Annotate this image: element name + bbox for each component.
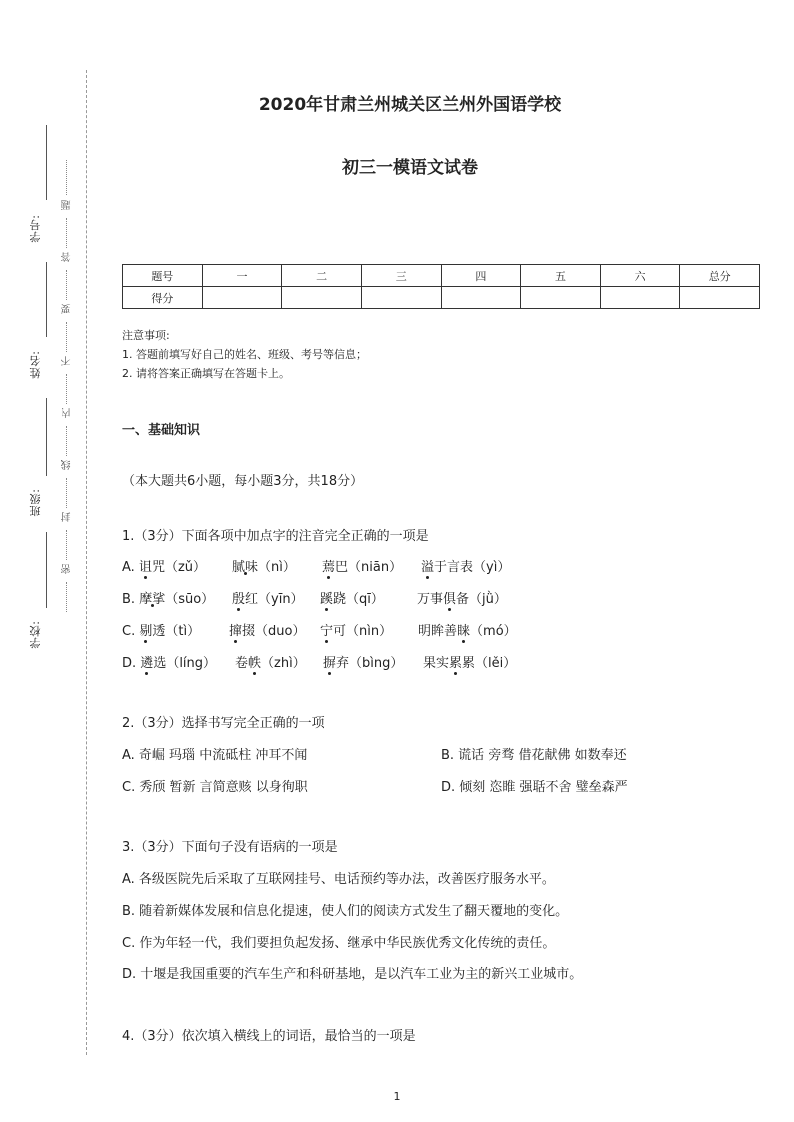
dotted-char: 宁: [320, 620, 333, 639]
binding-dashed-line: [86, 70, 87, 1055]
option-text: （zhì）: [261, 656, 306, 671]
question-1-option-d-word: [323, 652, 403, 671]
option-text: 果实: [423, 656, 450, 671]
seal-dots: [66, 426, 67, 456]
option-text: 腻: [232, 560, 246, 575]
student-id-label: 学号:: [29, 214, 42, 243]
score-cell[interactable]: [441, 287, 521, 309]
option-letter: B.: [122, 592, 136, 607]
question-2-option-b[interactable]: B. 谎话 旁骛 借花献佛 如数奉还: [441, 748, 627, 763]
option-text: 明眸善: [418, 624, 458, 639]
question-1-option-a-word: [232, 556, 296, 575]
question-1-option-d-word: [235, 652, 306, 671]
school-label: 学校:: [29, 620, 42, 649]
score-header-cell: 五: [521, 265, 601, 287]
question-4-stem: 4.（3分）依次填入横线上的词语，最恰当的一项是: [122, 1029, 416, 1044]
score-cell[interactable]: [282, 287, 362, 309]
question-1-option-d[interactable]: [122, 652, 216, 671]
exam-subtitle: 初三一模语文试卷: [342, 158, 478, 178]
score-cell[interactable]: [202, 287, 282, 309]
seal-dots: [66, 322, 67, 352]
seal-dots: [66, 218, 67, 248]
option-text: 咒（zǔ）: [151, 560, 207, 575]
question-3-option-b[interactable]: B. 随着新媒体发展和信息化提速，使人们的阅读方式发生了翻天覆地的变化。: [122, 904, 569, 919]
score-table-score-row: [123, 287, 760, 309]
notes-heading: 注意事项:: [122, 329, 170, 342]
score-cell[interactable]: [600, 287, 680, 309]
question-3-stem: 3.（3分）下面句子没有语病的一项是: [122, 840, 338, 855]
score-header-cell: 一: [202, 265, 282, 287]
dotted-char: 溢: [421, 556, 434, 575]
question-1-option-b[interactable]: [122, 588, 214, 607]
score-header-cell: 六: [600, 265, 680, 287]
seal-dots: [66, 270, 67, 300]
section-description: （本大题共6小题，每小题3分，共18分）: [122, 474, 364, 489]
option-text: （mó）: [470, 624, 517, 639]
option-letter: D.: [122, 656, 137, 671]
option-text: 万事: [417, 592, 444, 607]
school-rule: [46, 532, 47, 608]
question-3-option-a[interactable]: A. 各级医院先后采取了互联网挂号、电话预约等办法，改善医疗服务水平。: [122, 872, 555, 887]
question-1-option-c-word: [418, 620, 517, 639]
option-text: 摩: [139, 592, 153, 607]
score-table-header-row: [123, 265, 760, 287]
question-3-option-d[interactable]: D. 十堰是我国重要的汽车生产和科研基地，是以汽车工业为主的新兴工业城市。: [122, 967, 583, 982]
score-cell[interactable]: [521, 287, 601, 309]
option-text: 味（nì）: [245, 560, 296, 575]
question-1-option-a-word: [322, 556, 402, 575]
dotted-char: 摒: [323, 652, 336, 671]
score-header-cell: 三: [361, 265, 441, 287]
option-text: 累（lěi）: [462, 656, 517, 671]
option-text: 挲（sūo）: [152, 592, 215, 607]
question-1-option-d-word: [423, 652, 516, 671]
option-text: 跷（qī）: [333, 592, 384, 607]
question-2-option-d[interactable]: D. 倾刻 恣睢 强聒不舍 璧垒森严: [441, 780, 628, 795]
question-1-stem: 1.（3分）下面各项中加点字的注音完全正确的一项是: [122, 529, 429, 544]
seal-char: 答: [62, 252, 73, 262]
option-text: 巴（niān）: [335, 560, 403, 575]
option-text: 选（líng）: [153, 656, 217, 671]
question-1-option-b-word: [320, 588, 384, 607]
seal-dots: [66, 478, 67, 508]
seal-char: 要: [62, 304, 73, 314]
dotted-char: 撺: [229, 620, 242, 639]
score-table: [122, 264, 760, 309]
question-2-option-c[interactable]: C. 秀颀 暂新 言简意赅 以身徇职: [122, 780, 308, 795]
question-1-option-c-word: [229, 620, 305, 639]
seal-char: 线: [62, 460, 73, 470]
option-text: 掇（duo）: [242, 624, 306, 639]
question-3-option-c[interactable]: C. 作为年轻一代，我们要担负起发扬、继承中华民族优秀文化传统的责任。: [122, 936, 556, 951]
question-1-option-b-word: [417, 588, 507, 607]
seal-char: 封: [62, 512, 73, 522]
question-1-option-b-word: [232, 588, 304, 607]
question-1-option-c-word: [320, 620, 392, 639]
question-2-stem: 2.（3分）选择书写完全正确的一项: [122, 716, 325, 731]
dotted-char: 蹊: [320, 588, 333, 607]
option-text: 红（yīn）: [245, 592, 304, 607]
seal-char: 内: [62, 408, 73, 418]
score-row-label: 得分: [123, 287, 203, 309]
question-1-option-c[interactable]: [122, 620, 200, 639]
notes-item: 2. 请将答案正确填写在答题卡上。: [122, 367, 290, 380]
option-text: 备（jǜ）: [456, 592, 507, 607]
dotted-char: 遴: [140, 652, 153, 671]
option-text: 透（tì）: [152, 624, 201, 639]
score-header-cell: 题号: [123, 265, 203, 287]
dotted-char: 诅: [139, 556, 152, 575]
dotted-char: 睐: [457, 620, 470, 639]
notes: [122, 326, 367, 383]
option-text: 卷: [235, 656, 249, 671]
seal-dots: [66, 530, 67, 560]
page-number: 1: [393, 1090, 401, 1103]
seal-char: 密: [62, 564, 73, 574]
option-letter: C.: [122, 624, 136, 639]
option-letter: A.: [122, 560, 135, 575]
score-cell[interactable]: [361, 287, 441, 309]
dotted-char: 累: [449, 652, 462, 671]
option-text: 弃（bìng）: [336, 656, 404, 671]
seal-dots: [66, 374, 67, 404]
score-header-cell: 总分: [680, 265, 760, 287]
section-title: 一、基础知识: [122, 423, 201, 438]
score-cell[interactable]: [680, 287, 760, 309]
question-2-option-a[interactable]: A. 奇崛 玛瑙 中流砥柱 冲耳不闻: [122, 748, 308, 763]
option-text: 可（nìn）: [333, 624, 393, 639]
notes-item: 1. 答题前填写好自己的姓名、班级、考号等信息；: [122, 348, 367, 361]
score-header-cell: 二: [282, 265, 362, 287]
class-label: 班级:: [29, 488, 42, 517]
score-header-cell: 四: [441, 265, 521, 287]
exam-title: 2020年甘肃兰州城关区兰州外国语学校: [258, 95, 562, 115]
dotted-char: 剔: [139, 620, 152, 639]
class-rule: [46, 398, 47, 476]
seal-dots: [66, 582, 67, 612]
question-1-option-a[interactable]: [122, 556, 206, 575]
dotted-char: 殷: [232, 588, 245, 607]
dotted-char: 俱: [443, 588, 456, 607]
seal-char: 题: [62, 200, 73, 210]
dotted-char: 帙: [248, 652, 261, 671]
seal-char: 不: [62, 356, 73, 366]
option-text: 于言表（yì）: [434, 560, 511, 575]
question-1-option-a-word: [421, 556, 510, 575]
name-label: 姓名:: [29, 350, 42, 379]
dotted-char: 蔫: [322, 556, 335, 575]
name-rule: [46, 262, 47, 337]
